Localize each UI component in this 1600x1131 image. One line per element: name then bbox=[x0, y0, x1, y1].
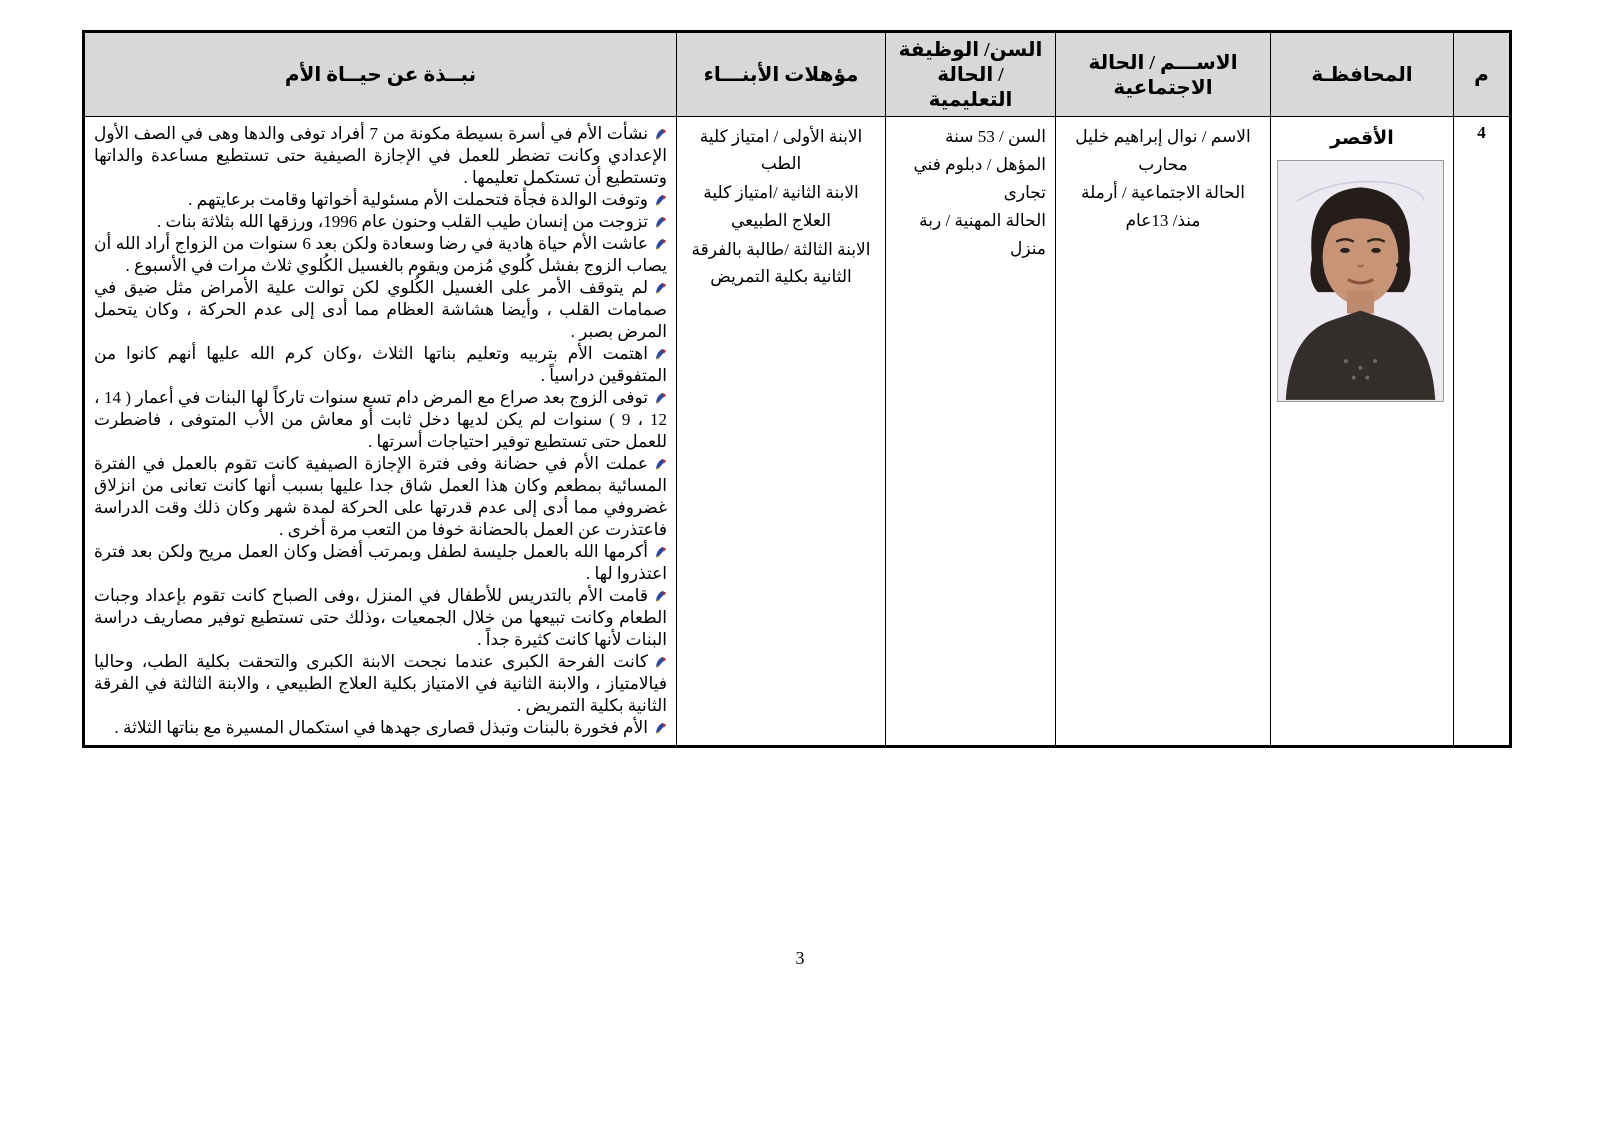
col-header-age-job: السن/ الوظيفة / الحالة التعليمية bbox=[886, 32, 1056, 117]
picture-bullet-icon bbox=[654, 391, 667, 404]
table-header bbox=[84, 32, 1511, 117]
bio-bullet: عاشت الأم حياة هادية في رضا وسعادة ولكن بعد 6 سنوات من الزواج أراد الله أن يصاب الزوج بفشل كُلوي مُزمن ويقوم بالغسيل الكُلوي ثلاث مرات في الأسبوع . bbox=[94, 234, 667, 275]
name-line: الاسم / نوال إبراهيم خليل محارب bbox=[1075, 127, 1251, 175]
age-line: السن / 53 سنة bbox=[945, 127, 1046, 146]
picture-bullet-icon bbox=[654, 127, 667, 140]
bio-bullet: وتوفت الوالدة فجأة فتحملت الأم مسئولية أخواتها وقامت برعايتهم . bbox=[94, 189, 667, 211]
page-number: 3 bbox=[795, 948, 805, 968]
bio-bullet: نشأت الأم في أسرة بسيطة مكونة من 7 أفراد توفى والدها وهى في الصف الأول الإعدادي وكانت تضطر للعمل في الإجازة الصيفية حتى تستطيع مساعدة والداتها وتستطيع أن تستكمل تعليمها . bbox=[94, 124, 667, 187]
bio-bullet: توفى الزوج بعد صراع مع المرض دام تسع سنوات تاركاً لها البنات في أعمار ( 14 ، 12 ، 9 ) سنوات لم يكن لديها دخل ثابت أو معاش من الأب المتوفى ، فاضطرت للعمل حتى تستطيع توفير احتياجات أسرتها . bbox=[94, 388, 667, 451]
row-number: 4 bbox=[1454, 117, 1511, 747]
bio-bullet: اهتمت الأم بتربيه وتعليم بناتها الثلاث ،وكان كرم الله عليها أنهم كانوا من المتفوقين دراسياً . bbox=[94, 344, 667, 385]
picture-bullet-icon bbox=[654, 281, 667, 294]
marital-status-line: الحالة الاجتماعية / أرملة bbox=[1080, 183, 1246, 203]
picture-bullet-icon bbox=[654, 457, 667, 470]
bio-bullet: تزوجت من إنسان طيب القلب وحنون عام 1996، ورزقها الله بثلاثة بنات . bbox=[94, 211, 667, 233]
table-row bbox=[84, 117, 1511, 747]
bio-bullet: لم يتوقف الأمر على الغسيل الكُلوي لكن توالت علية الأمراض مثل ضيق في صمامات القلب ، وأيضا هشاشة العظام مما أدى إلى عدم الحركة ، وكان يتحمل المرض بصبر . bbox=[94, 278, 667, 341]
picture-bullet-icon bbox=[654, 589, 667, 602]
occupation-line: الحالة المهنية / ربة منزل bbox=[919, 211, 1046, 259]
col-header-mother-bio: نبــذة عن حيــاة الأم bbox=[84, 32, 677, 117]
second-daughter-line: الابنة الثانية /امتياز كلية العلاج الطبيعي bbox=[703, 183, 859, 230]
picture-bullet-icon bbox=[654, 721, 667, 734]
col-header-governorate: المحافظـة bbox=[1271, 32, 1454, 117]
mothers-table bbox=[82, 30, 1512, 748]
first-daughter-line: الابنة الأولى / امتياز كلية الطب bbox=[699, 127, 863, 174]
bio-bullet: عملت الأم في حضانة وفى فترة الإجازة الصيفية كانت تقوم بالعمل في الفترة المسائية بمطعم وكان هذا العمل شاق جدا عليها بسبب أنها كانت تعانى من انزلاق غضروفي مما أدى إلى عدم قدرتها على الحركة لمدة شهر وكان ذلك وقت الدراسة فاعتذرت عن العمل بالحضانة خوفا من التعب مرة أخرى . bbox=[94, 454, 667, 539]
bio-bullet: أكرمها الله بالعمل جليسة لطفل وبمرتب أفضل وكان العمل مريح ولكن بعد فترة اعتذروا لها . bbox=[94, 542, 667, 583]
mother-photo bbox=[1277, 160, 1444, 402]
age-job-cell bbox=[886, 117, 1056, 747]
third-daughter-line: الابنة الثالثة /طالبة بالفرقة الثانية بكلية التمريض bbox=[691, 239, 871, 286]
col-header-name-status: الاســـم / الحالة الاجتماعية bbox=[1056, 32, 1271, 117]
governorate-cell bbox=[1271, 117, 1454, 747]
governorate-name: الأقصر bbox=[1330, 128, 1394, 149]
col-header-number: م bbox=[1454, 32, 1511, 117]
picture-bullet-icon bbox=[654, 193, 667, 206]
picture-bullet-icon bbox=[654, 347, 667, 360]
picture-bullet-icon bbox=[654, 545, 667, 558]
qualification-line: المؤهل / دبلوم فني تجارى bbox=[913, 155, 1046, 203]
widow-duration-line: منذ/ 13عام bbox=[1125, 211, 1201, 231]
bio-bullet: الأم فخورة بالبنات وتبذل قصارى جهدها في استكمال المسيرة مع بناتها الثلاثة . bbox=[94, 717, 667, 739]
bio-bullet: كانت الفرحة الكبرى عندما نجحت الابنة الكبرى والتحقت بكلية الطب، وحاليا فيالامتياز ، والابنة الثانية في الامتياز بكلية العلاج الطبيعي ، والابنة الثالثة في الفرقة الثانية بكلية التمريض . bbox=[94, 652, 667, 715]
picture-bullet-icon bbox=[654, 655, 667, 668]
col-header-children-qualifications: مؤهلات الأبنـــاء bbox=[677, 32, 886, 117]
mother-bio-cell bbox=[84, 117, 677, 747]
bio-bullet: قامت الأم بالتدريس للأطفال في المنزل ،وفى الصباح كانت تقوم بإعداد وجبات الطعام وكانت تبيعها من خلال الجمعيات ،وذلك حتى تستطيع توفير مصاريف دراسة البنات لأنها كانت كثيرة جداً . bbox=[94, 586, 667, 649]
picture-bullet-icon bbox=[654, 237, 667, 250]
header-row bbox=[84, 32, 1511, 117]
name-status-cell bbox=[1056, 117, 1271, 747]
children-qualifications-cell bbox=[677, 117, 886, 747]
picture-bullet-icon bbox=[654, 215, 667, 228]
